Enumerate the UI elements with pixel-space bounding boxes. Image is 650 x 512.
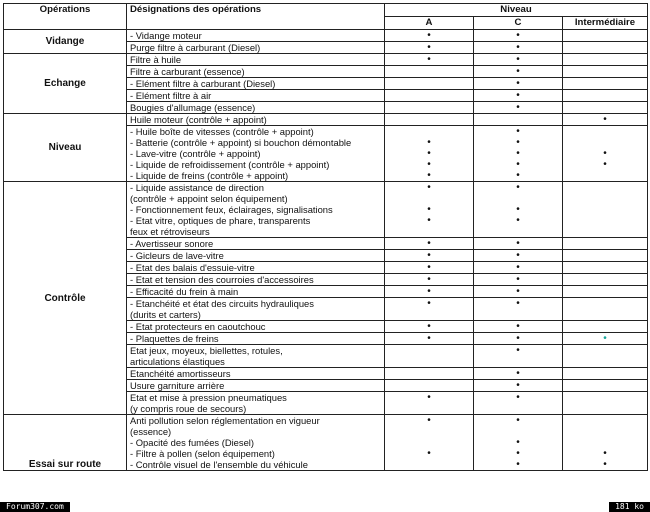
table-row	[4, 30, 648, 42]
operation-designation: Filtre à huile	[127, 54, 385, 66]
operation-designation: Etat jeux, moyeux, biellettes, rotules, articulations élastiques	[127, 345, 385, 368]
operation-category: Essai sur route	[4, 415, 127, 471]
level-a-mark: •	[385, 42, 474, 54]
operations-header: Opérations	[4, 4, 127, 30]
level-intermediaire-mark	[563, 262, 648, 274]
operation-designation: - Huile boîte de vitesses (contrôle + appoint) - Batterie (contrôle + appoint) si bouchon démontable - Lave-vitre (contrôle + appoint) - Liquide de refroidissement (contrôle + appoint) - Liquide de freins (contrôle + appoint)	[127, 126, 385, 182]
level-a-mark	[385, 345, 474, 368]
table-row	[4, 182, 648, 238]
operation-designation: - Etat et tension des courroies d'accessoires	[127, 274, 385, 286]
level-a-mark: •	[385, 321, 474, 333]
level-a-mark: •	[385, 392, 474, 415]
table-row	[4, 54, 648, 66]
level-a-mark	[385, 114, 474, 126]
level-c-mark: •	[474, 78, 563, 90]
operation-designation: Usure garniture arrière	[127, 380, 385, 392]
level-intermediaire-mark	[563, 368, 648, 380]
level-c-mark: •	[474, 321, 563, 333]
level-c-mark: •	[474, 102, 563, 114]
operation-designation: - Avertisseur sonore	[127, 238, 385, 250]
level-a-mark: •	[385, 274, 474, 286]
operation-category: Vidange	[4, 30, 127, 54]
level-c-mark: •	[474, 345, 563, 368]
operation-designation: Bougies d'allumage (essence)	[127, 102, 385, 114]
level-intermediaire-mark	[563, 182, 648, 238]
level-intermediaire-mark	[563, 54, 648, 66]
level-a-mark: •	[385, 262, 474, 274]
operation-designation: Purge filtre à carburant (Diesel)	[127, 42, 385, 54]
operation-designation: Anti pollution selon réglementation en vigueur (essence) - Opacité des fumées (Diesel) - Filtre à pollen (selon équipement) - Contrôle visuel de l'ensemble du véhicule	[127, 415, 385, 471]
table-row	[4, 114, 648, 126]
level-c-mark: •	[474, 66, 563, 78]
operation-designation: - Gicleurs de lave-vitre	[127, 250, 385, 262]
table-body	[4, 30, 648, 471]
level-a-mark: • • • •	[385, 126, 474, 182]
level-c-mark: • • •	[474, 182, 563, 238]
footer-bar	[0, 502, 650, 512]
table-header	[4, 4, 648, 30]
level-c-mark: •	[474, 30, 563, 42]
level-intermediaire-mark	[563, 78, 648, 90]
file-size-label: 181 ko	[609, 502, 650, 512]
level-c-mark: •	[474, 298, 563, 321]
level-c-mark: •	[474, 90, 563, 102]
level-a-mark	[385, 90, 474, 102]
level-c-mark: •	[474, 392, 563, 415]
level-intermediaire-mark	[563, 90, 648, 102]
table-row	[4, 415, 648, 471]
level-a-mark: •	[385, 286, 474, 298]
niveau-header: Niveau	[385, 4, 648, 17]
operation-designation: - Elément filtre à air	[127, 90, 385, 102]
operation-designation: - Etanchéité et état des circuits hydrauliques (durits et carters)	[127, 298, 385, 321]
level-c-mark: •	[474, 380, 563, 392]
operation-designation: Filtre à carburant (essence)	[127, 66, 385, 78]
level-intermediaire-mark: •	[563, 333, 648, 345]
operation-category: Contrôle	[4, 182, 127, 415]
level-c-mark: • • • •	[474, 415, 563, 471]
level-a-mark: •	[385, 250, 474, 262]
maintenance-table	[3, 3, 648, 471]
level-c-mark: • • • • •	[474, 126, 563, 182]
level-intermediaire-mark: • •	[563, 126, 648, 182]
operation-designation: - Liquide assistance de direction (contrôle + appoint selon équipement) - Fonctionnement feux, éclairages, signalisations - Etat vitre, optiques de phare, transparents feux et rétroviseurs	[127, 182, 385, 238]
level-a-mark: •	[385, 54, 474, 66]
level-c-mark: •	[474, 368, 563, 380]
level-c-header: C	[474, 17, 563, 30]
level-c-mark: •	[474, 333, 563, 345]
operation-designation: Etat et mise à pression pneumatiques (y compris roue de secours)	[127, 392, 385, 415]
site-watermark: Forum307.com	[0, 502, 70, 512]
level-c-mark	[474, 114, 563, 126]
operation-designation: - Plaquettes de freins	[127, 333, 385, 345]
level-intermediaire-mark	[563, 298, 648, 321]
level-c-mark: •	[474, 54, 563, 66]
level-intermediaire-mark	[563, 42, 648, 54]
level-a-mark: • • •	[385, 182, 474, 238]
level-a-mark: •	[385, 30, 474, 42]
level-intermediaire-mark	[563, 66, 648, 78]
level-intermediaire-mark: • •	[563, 415, 648, 471]
level-intermediaire-mark	[563, 321, 648, 333]
designations-header: Désignations des opérations	[127, 4, 385, 30]
level-intermediaire-mark	[563, 238, 648, 250]
level-a-mark: • •	[385, 415, 474, 471]
level-c-mark: •	[474, 262, 563, 274]
level-a-mark	[385, 66, 474, 78]
level-c-mark: •	[474, 274, 563, 286]
operation-designation: - Etat protecteurs en caoutchouc	[127, 321, 385, 333]
operation-designation: - Vidange moteur	[127, 30, 385, 42]
level-c-mark: •	[474, 250, 563, 262]
level-a-mark: •	[385, 298, 474, 321]
operation-designation: Etanchéité amortisseurs	[127, 368, 385, 380]
level-intermediaire-mark: •	[563, 114, 648, 126]
level-intermediaire-mark	[563, 274, 648, 286]
operation-designation: - Etat des balais d'essuie-vitre	[127, 262, 385, 274]
level-intermediaire-mark	[563, 250, 648, 262]
level-intermediaire-mark	[563, 102, 648, 114]
level-c-mark: •	[474, 42, 563, 54]
operation-designation: - Elément filtre à carburant (Diesel)	[127, 78, 385, 90]
operation-designation: - Efficacité du frein à main	[127, 286, 385, 298]
level-a-mark	[385, 380, 474, 392]
level-intermediaire-header: Intermédiaire	[563, 17, 648, 30]
operation-category: Niveau	[4, 114, 127, 182]
operation-category: Echange	[4, 54, 127, 114]
level-intermediaire-mark	[563, 30, 648, 42]
level-a-mark: •	[385, 238, 474, 250]
level-intermediaire-mark	[563, 286, 648, 298]
level-intermediaire-mark	[563, 345, 648, 368]
level-a-mark	[385, 368, 474, 380]
level-c-mark: •	[474, 286, 563, 298]
level-a-mark	[385, 78, 474, 90]
level-a-mark	[385, 102, 474, 114]
level-c-mark: •	[474, 238, 563, 250]
level-intermediaire-mark	[563, 380, 648, 392]
level-a-header: A	[385, 17, 474, 30]
operation-designation: Huile moteur (contrôle + appoint)	[127, 114, 385, 126]
level-intermediaire-mark	[563, 392, 648, 415]
level-a-mark: •	[385, 333, 474, 345]
